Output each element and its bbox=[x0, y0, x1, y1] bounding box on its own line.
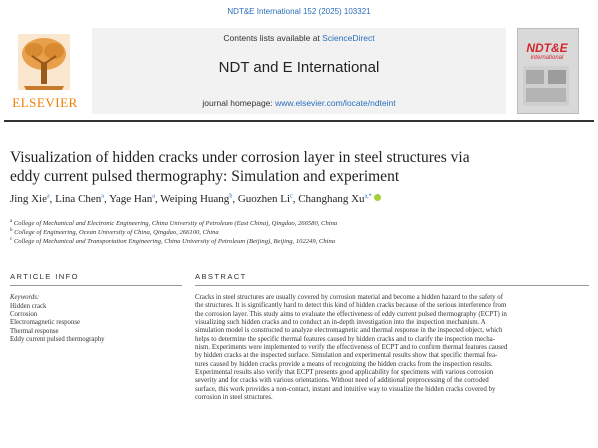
abstract-rule bbox=[195, 285, 589, 286]
publisher-name: ELSEVIER bbox=[12, 95, 78, 110]
abstract-line: the structures. It is significantly hard to detect this kind of hidden cracks because of the serious interference from bbox=[195, 302, 507, 310]
author-affiliation-mark[interactable]: a,* bbox=[364, 193, 372, 200]
cover-subtitle: international bbox=[530, 55, 564, 61]
cover-artwork bbox=[523, 66, 569, 106]
article-info-heading: ARTICLE INFO bbox=[10, 272, 79, 281]
abstract-line: corrosion in steel structures. bbox=[195, 394, 273, 402]
author-name[interactable]: Jing Xie bbox=[10, 193, 47, 205]
abstract-line: by hidden cracks at the inspected surface. Simulation and experimental results show that specific thermal fea- bbox=[195, 352, 498, 360]
homepage-line bbox=[92, 98, 506, 108]
author-name[interactable]: Changhang Xu bbox=[298, 193, 365, 205]
abstract-line: tures caused by hidden cracks provide a means of recognizing the hidden cracks from the inspection results. bbox=[195, 360, 493, 368]
homepage-prefix: journal homepage: bbox=[202, 98, 276, 108]
article-info-rule bbox=[10, 285, 182, 286]
author-name[interactable]: Yage Han bbox=[109, 193, 153, 205]
keyword-item: Thermal response bbox=[10, 327, 59, 335]
author-affiliation-mark[interactable]: c bbox=[290, 193, 293, 200]
orcid-icon[interactable] bbox=[374, 194, 381, 201]
affiliation-c: $^c$ College of Mechanical and Transportation Engineering, China University of Petroleum (Beijing), Beijing, 102249, China bbox=[10, 237, 336, 246]
keyword-item: Eddy current pulsed thermography bbox=[10, 335, 105, 343]
author-affiliation-mark[interactable]: a bbox=[152, 193, 155, 200]
contents-prefix: Contents lists available at bbox=[223, 33, 323, 43]
abstract-heading: ABSTRACT bbox=[195, 272, 247, 281]
author-list: Jing Xie$^a$, Lina Chen$^a$, Yage Han$^a$, Weiping Huang$^b$, Guozhen Li$^c$, Changhang $Xu^{a,*}$ bbox=[10, 193, 580, 205]
keyword-item: Corrosion bbox=[10, 311, 38, 319]
affiliation-a: $^a$ College of Mechanical and Electronic Engineering, China University of Petroleum (East China), Qingdao, 266580, China bbox=[10, 219, 338, 228]
abstract-line: surface, this work provides a non-contact, instant and intuitive way to visualize the hidden cracks covered by bbox=[195, 385, 496, 393]
homepage-link[interactable]: www.elsevier.com/locate/ndteint bbox=[275, 98, 396, 108]
abstract-line: severity and for cracks with various orientations. Without need of additional preprocessing of the corroded bbox=[195, 377, 489, 385]
abstract-line: simulation model is constructed to analyze electromagnetic and thermal response in the inspected object, which bbox=[195, 327, 503, 335]
contents-line bbox=[92, 33, 506, 43]
abstract-line: the corrosion layer. This study aims to evaluate the effectiveness of eddy current pulsed thermography (ECPT) in bbox=[195, 310, 507, 318]
affiliation-b: $^b$ College of Engineering, Ocean University of China, Qingdao, 266100, China bbox=[10, 228, 219, 237]
keyword-list bbox=[10, 303, 105, 344]
article-title bbox=[10, 148, 580, 186]
keywords-label: Keywords: bbox=[10, 294, 40, 301]
article-title-line-2: eddy current pulsed thermography: Simulation and experiment bbox=[10, 168, 400, 185]
journal-citation[interactable]: NDT&E International 152 (2025) 103321 bbox=[227, 7, 371, 16]
author-name[interactable]: Guozhen Li bbox=[237, 193, 291, 205]
keyword-item: Electromagnetic response bbox=[10, 319, 81, 327]
header-rule bbox=[4, 120, 594, 122]
sciencedirect-link[interactable]: ScienceDirect bbox=[322, 33, 375, 43]
elsevier-tree-icon bbox=[18, 34, 70, 90]
abstract-line: visualizing such hidden cracks and to conduct an in-depth investigation into the inspection mechanism. A bbox=[195, 319, 486, 327]
abstract-line: nism. Experiments were implemented to verify the effectiveness of ECPT and to confirm thermal features caused bbox=[195, 344, 508, 352]
abstract-line: helps to determine the specific thermal features caused by hidden cracks and to clarify the inspection mecha- bbox=[195, 335, 496, 343]
article-title-line-1: Visualization of hidden cracks under corrosion layer in steel structures via bbox=[10, 149, 470, 166]
author-affiliation-mark[interactable]: b bbox=[229, 193, 233, 200]
journal-name: NDT and E International bbox=[218, 59, 380, 76]
author-name[interactable]: Weiping Huang bbox=[160, 193, 230, 205]
abstract-body bbox=[195, 294, 589, 402]
abstract-line: Experimental results also verify that ECPT presents good applicability for specimens with various corrosion bbox=[195, 369, 494, 377]
author-affiliation-mark[interactable]: a bbox=[46, 193, 50, 200]
cover-title: NDT&E bbox=[526, 41, 568, 55]
author-name[interactable]: Lina Chen bbox=[55, 193, 102, 205]
author-affiliation-mark[interactable]: a bbox=[101, 193, 104, 200]
abstract-line: Cracks in steel structures are usually covered by corrosion material and become a hidden hazard to the safety of bbox=[195, 294, 504, 301]
keyword-item: Hidden crack bbox=[10, 303, 47, 310]
